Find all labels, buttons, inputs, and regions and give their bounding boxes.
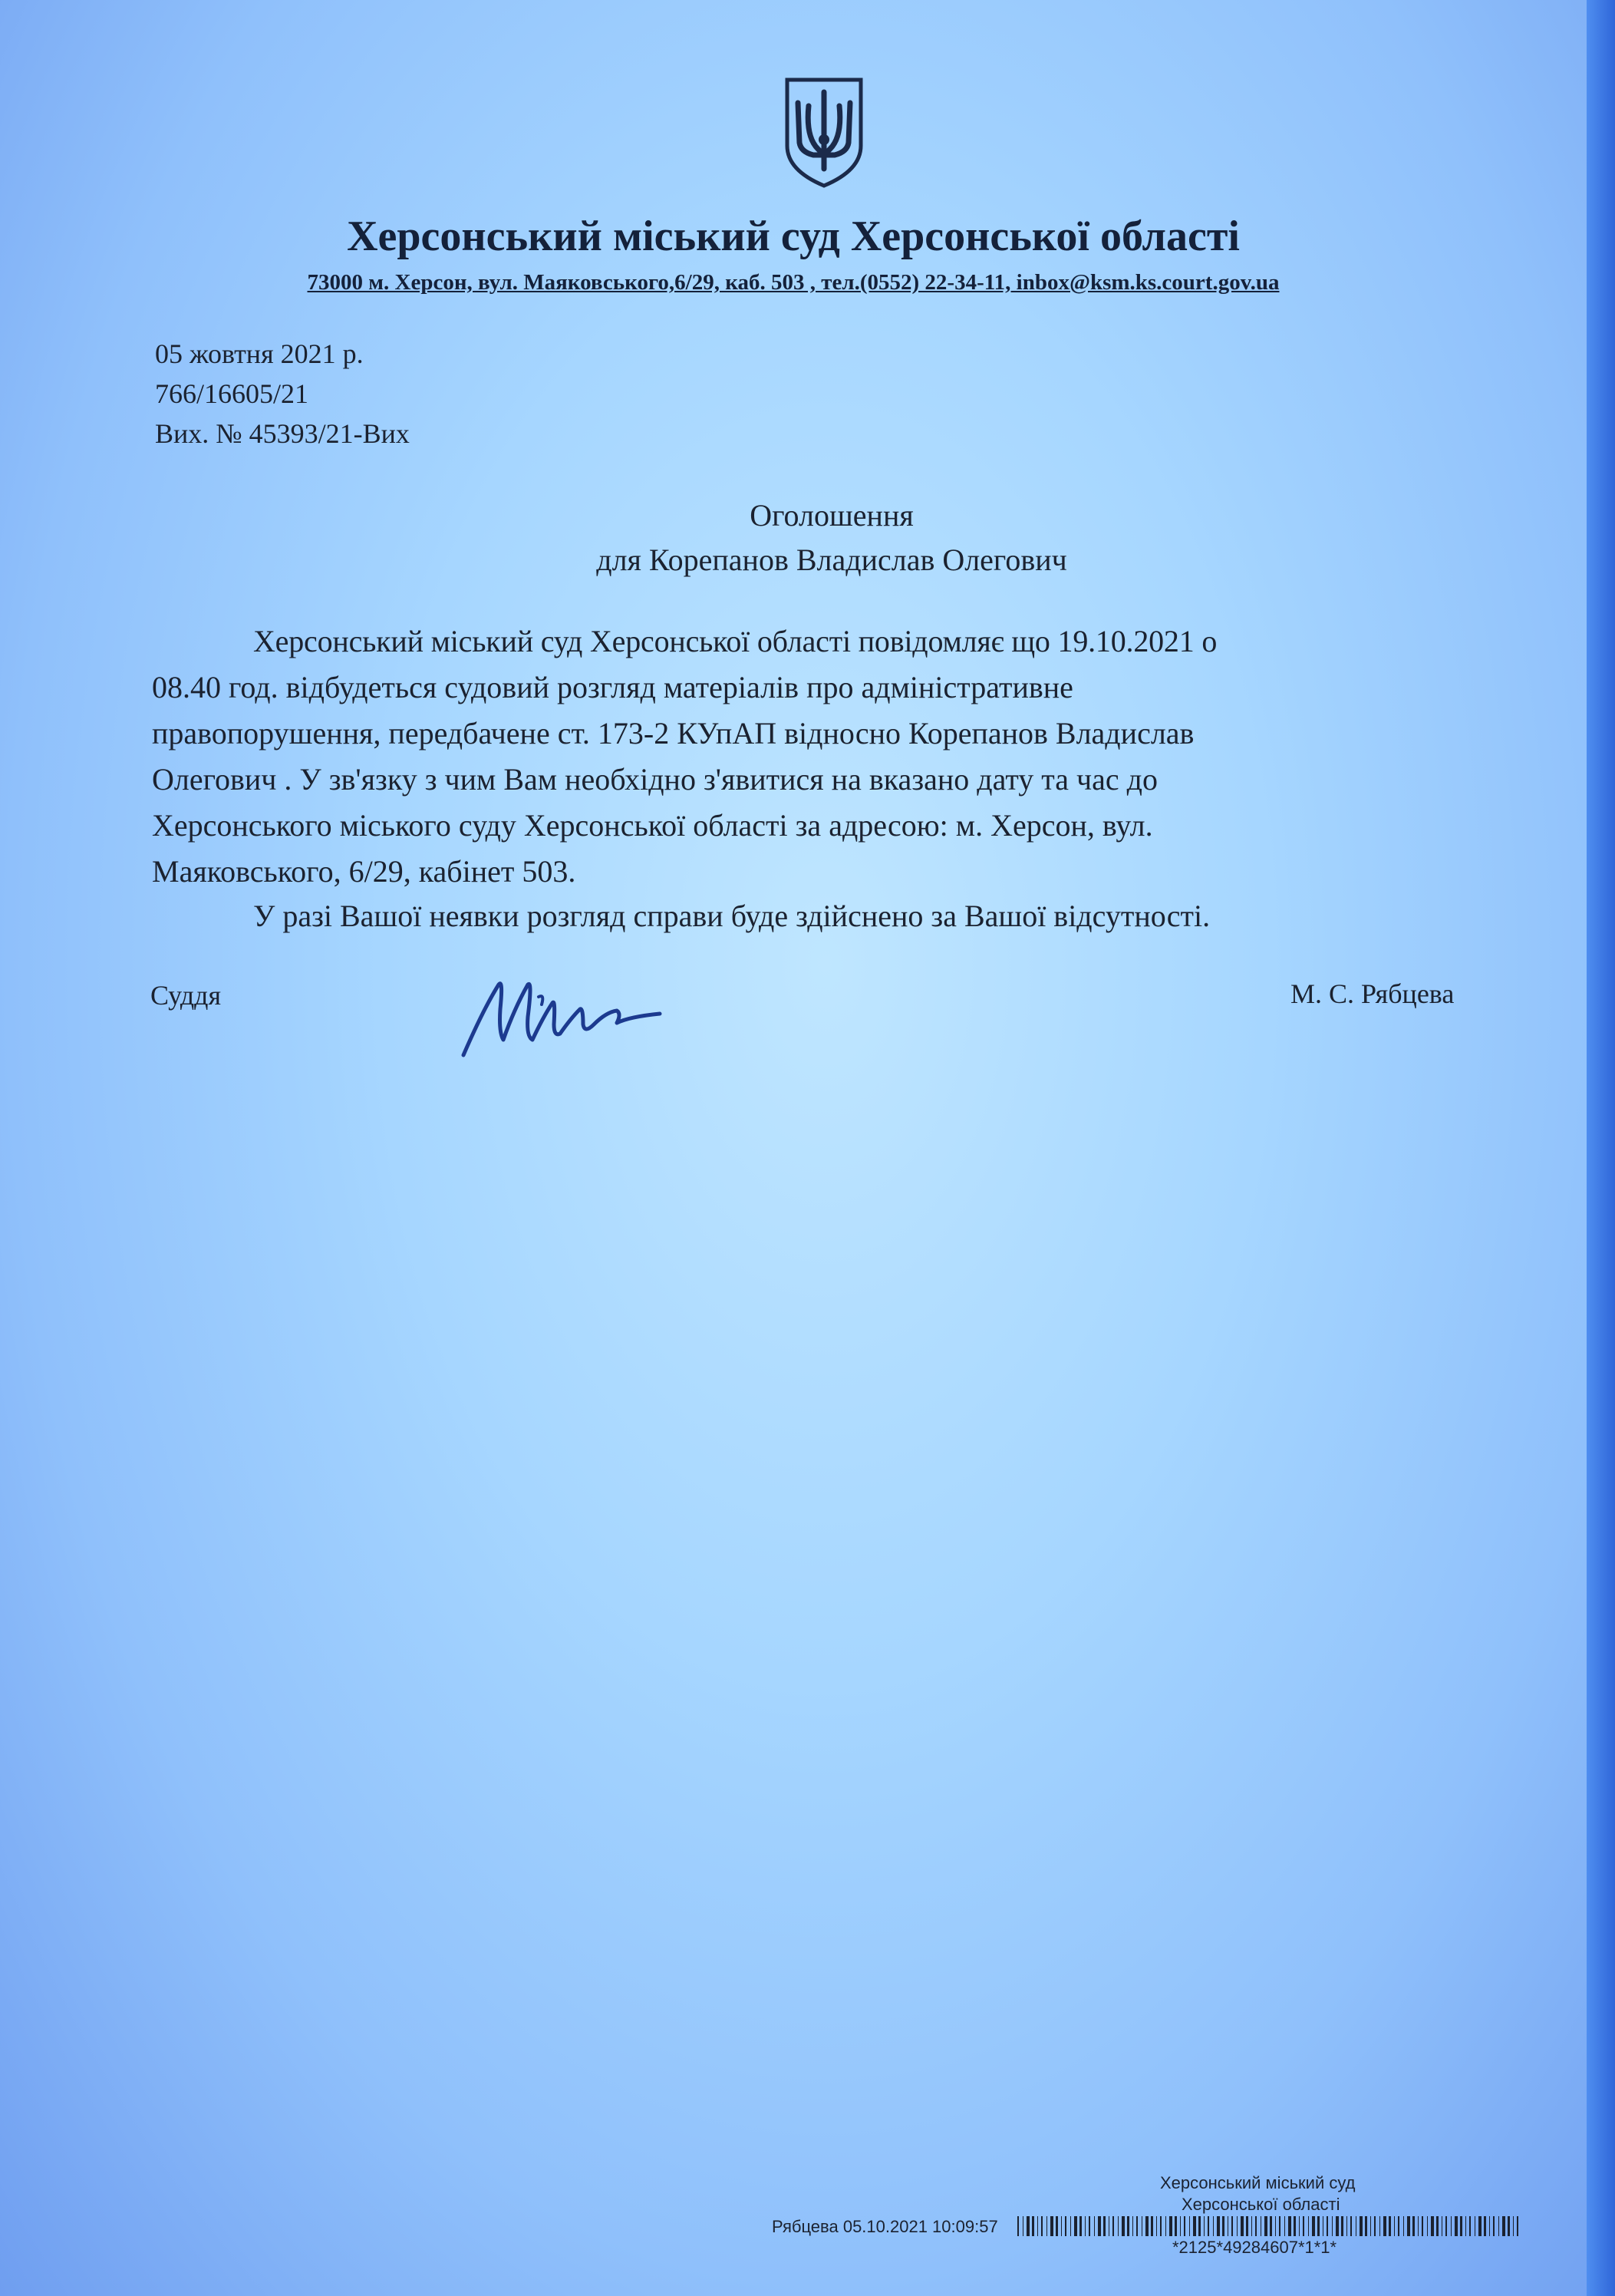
- announcement-recipient: для Корепанов Владислав Олегович: [596, 543, 1067, 577]
- body-line-4: Олегович . У зв'язку з чим Вам необхідно з'явитися на вказано дату та час до: [152, 762, 1158, 797]
- outgoing-number: Вих. № 45393/21-Вих: [155, 418, 410, 449]
- signer-name: М. С. Рябцева: [1290, 978, 1455, 1009]
- trident-emblem-icon: [783, 75, 865, 189]
- announcement-title: Оголошення: [750, 498, 914, 533]
- stamp-org-line-1: Херсонський міський суд: [1160, 2173, 1356, 2192]
- stamp-org-line-2: Херсонської області: [1182, 2195, 1340, 2214]
- court-name: Херсонський міський суд Херсонської області: [347, 213, 1240, 260]
- body-line-5: Херсонського міського суду Херсонської області за адресою: м. Херсон, вул.: [152, 808, 1153, 843]
- case-number: 766/16605/21: [155, 378, 309, 409]
- stamp-signed-by: Рябцева 05.10.2021 10:09:57: [772, 2217, 998, 2236]
- body-line-3: правопорушення, передбачене ст. 173-2 КУпАП відносно Корепанов Владислав: [152, 716, 1195, 750]
- body-line-2: 08.40 год. відбудеться судовий розгляд матеріалів про адміністративне: [152, 670, 1073, 704]
- body-line-6: Маяковського, 6/29, кабінет 503.: [152, 854, 576, 889]
- handwritten-signature-icon: [453, 963, 675, 1070]
- page-edge: [1587, 0, 1615, 2296]
- court-address: 73000 м. Херсон, вул. Маяковського,6/29, каб. 503 , тел.(0552) 22-34-11, inbox@ksm.ks.court.gov.ua: [307, 270, 1280, 295]
- barcode-code: *2125*49284607*1*1*: [1172, 2238, 1337, 2257]
- barcode-icon: [1017, 2216, 1524, 2236]
- document-date: 05 жовтня 2021 р.: [155, 338, 364, 369]
- body-line-1: Херсонський міський суд Херсонської області повідомляє що 19.10.2021 о: [253, 624, 1218, 658]
- signer-role: Суддя: [150, 980, 222, 1011]
- body-line-7: У разі Вашої неявки розгляд справи буде здійснено за Вашої відсутності.: [253, 899, 1211, 933]
